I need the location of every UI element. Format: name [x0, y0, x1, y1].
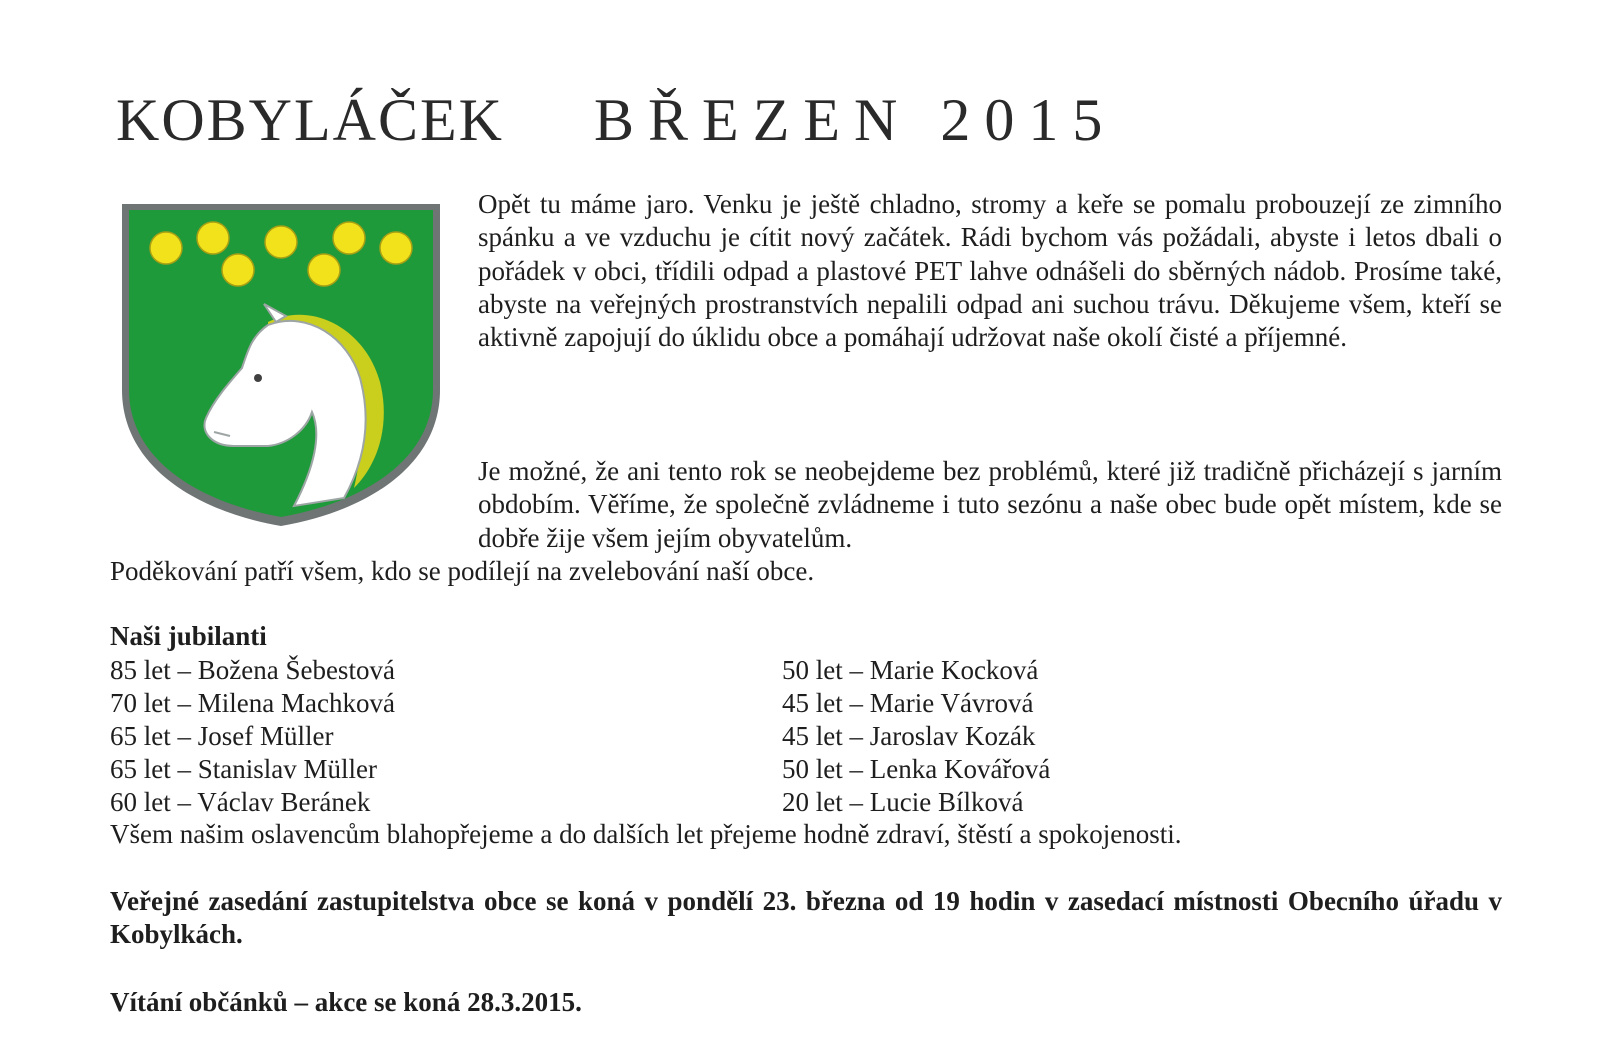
list-item: 85 let – Božena Šebestová	[110, 655, 395, 685]
list-item: 70 let – Milena Machková	[110, 688, 395, 718]
list-item: 60 let – Václav Beránek	[110, 787, 371, 817]
intro-paragraph-2: Je možné, že ani tento rok se neobejdeme bez problémů, které již tradičně přicházejí s jarním obdobím. Věříme, že společně zvládneme i tuto sezónu a naše obec bude opět místem, kde se dobře žije všem jejím obyvatelům.	[478, 456, 1502, 553]
list-item: 65 let – Stanislav Müller	[110, 754, 377, 784]
list-item: 20 let – Lucie Bílková	[782, 787, 1024, 817]
jubilees-list-right	[782, 654, 1050, 819]
list-item: 45 let – Marie Vávrová	[782, 688, 1034, 718]
event-notice: Vítání občánků – akce se koná 28.3.2015.	[110, 987, 582, 1017]
list-item: 45 let – Jaroslav Kozák	[782, 721, 1036, 751]
jubilees-heading: Naši jubilanti	[110, 621, 267, 651]
council-meeting-notice: Veřejné zasedání zastupitelstva obce se koná v pondělí 23. března od 19 hodin v zasedací místnosti Obecního úřadu v Kobylkách.	[110, 886, 1502, 949]
congratulations-text: Všem našim oslavencům blahopřejeme a do dalších let přejeme hodně zdraví, štěstí a spokojenosti.	[110, 819, 1182, 849]
masthead	[116, 86, 1116, 155]
jubilees-list-left	[110, 654, 395, 819]
coat-of-arms-horse-head-icon	[118, 200, 444, 530]
intro-paragraph-1: Opět tu máme jaro. Venku je ještě chladno, stromy a keře se pomalu probouzejí ze zimního spánku a ve vzduchu je cítit nový začátek. Rádi bychom vás požádali, abyste i letos dbali o pořádek v obci, třídili odpad a plastové PET lahve odnášeli do sběrných nádob. Prosíme také, abyste na veřejných prostranstvích nepalili odpad ani suchou trávu. Děkujeme všem, kteří se aktivně zapojují do úklidu obce a pomáhají udržovat naše okolí čisté a příjemné.	[478, 189, 1502, 353]
list-item: 50 let – Lenka Kovářová	[782, 754, 1051, 784]
newsletter-title: KOBYLÁČEK	[116, 87, 504, 153]
list-item: 65 let – Josef Müller	[110, 721, 334, 751]
list-item: 50 let – Marie Kocková	[782, 655, 1039, 685]
newsletter-page	[110, 0, 1502, 1048]
intro-paragraph-3: Poděkování patří všem, kdo se podílejí na zvelebování naší obce.	[110, 556, 815, 586]
issue-month: BŘEZEN 2015	[594, 87, 1117, 153]
